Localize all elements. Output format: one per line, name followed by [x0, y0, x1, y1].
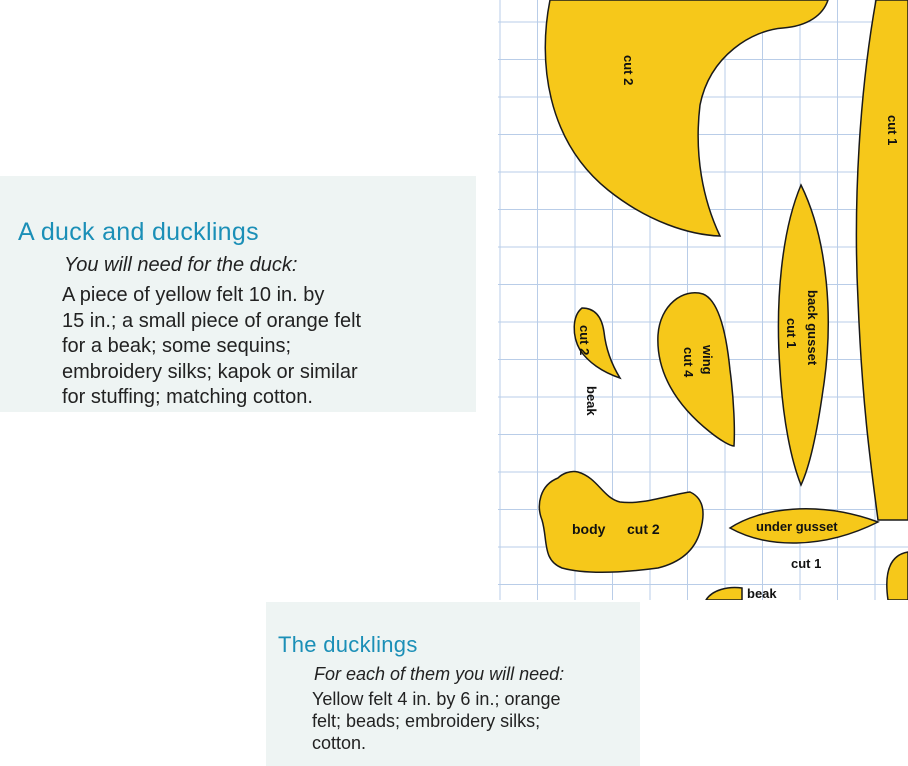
pattern-sheet [498, 0, 908, 600]
label-under-gusset-cut: cut 1 [791, 556, 822, 571]
ducklings-requirements-panel [266, 602, 640, 766]
ducklings-materials-line: Yellow felt 4 in. by 6 in.; orange [312, 689, 561, 709]
label-body: body [572, 521, 606, 537]
label-back-gusset-cut: cut 1 [784, 318, 799, 349]
ducklings-materials-text [312, 688, 561, 754]
label-beak-small: beak [747, 586, 777, 600]
label-beak: beak [584, 386, 599, 416]
duck-requirements-panel [0, 176, 476, 412]
duck-materials-text [62, 283, 361, 411]
ducklings-materials-line: cotton. [312, 733, 367, 753]
label-beak-cut: cut 2 [577, 325, 592, 356]
pattern-piece-body [539, 471, 703, 572]
ducklings-subtitle: For each of them you will need: [314, 664, 565, 684]
duck-materials-line: embroidery silks; kapok or similar [62, 360, 358, 383]
duck-materials-line: for a beak; some sequins; [62, 335, 292, 358]
label-neck-cut: cut 2 [621, 55, 636, 86]
pattern-piece-edge [887, 552, 908, 600]
label-side-cut: cut 1 [885, 115, 900, 146]
pattern-piece-beak-small [706, 588, 742, 601]
label-wing-cut: cut 4 [681, 347, 696, 378]
label-wing: wing [700, 345, 715, 375]
duck-title: A duck and ducklings [18, 218, 259, 246]
label-under-gusset: under gusset [756, 519, 838, 534]
pattern-piece-side [856, 0, 908, 520]
label-body-cut: cut 2 [627, 521, 660, 537]
ducklings-title: The ducklings [278, 632, 418, 657]
pattern-piece-neck [545, 0, 828, 236]
duck-materials-line: A piece of yellow felt 10 in. by [62, 284, 325, 306]
ducklings-materials-line: felt; beads; embroidery silks; [312, 711, 541, 731]
duck-materials-line: for stuffing; matching cotton. [62, 386, 313, 409]
duck-materials-line: 15 in.; a small piece of orange felt [62, 309, 362, 332]
label-back-gusset: back gusset [805, 290, 820, 366]
pattern-grid-svg [498, 0, 908, 600]
duck-subtitle: You will need for the duck: [64, 254, 298, 276]
